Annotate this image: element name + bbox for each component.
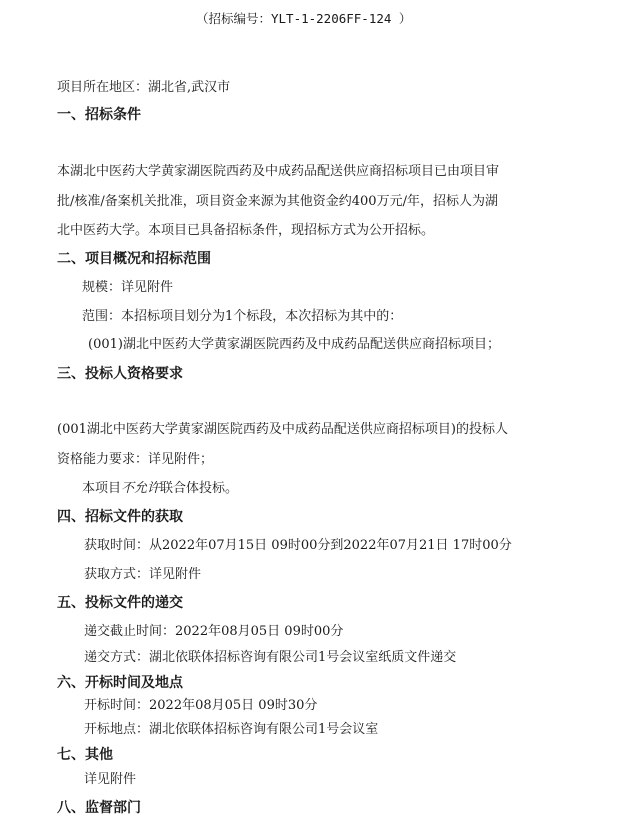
- project-region: 项目所在地区：湖北省,武汉市: [57, 80, 231, 95]
- project-scale: 规模：详见附件: [82, 280, 174, 295]
- section-heading-submit-documents: 五、投标文件的递交: [57, 595, 183, 611]
- consortium-not-allowed: 不允许: [121, 481, 161, 496]
- opening-place: 开标地点：湖北依联体招标咨询有限公司1号会议室: [84, 722, 379, 737]
- paragraph-line: 北中医药大学。本项目已具备招标条件，现招标方式为公开招标。: [57, 223, 435, 238]
- section-heading-bidder-qualifications: 三、投标人资格要求: [57, 366, 183, 382]
- section-heading-obtain-documents: 四、招标文件的获取: [57, 509, 183, 525]
- section-heading-opening: 六、开标时间及地点: [57, 675, 183, 691]
- consortium-statement: [82, 480, 238, 498]
- qualification-line: 资格能力要求：详见附件；: [57, 452, 214, 467]
- bid-number: （招标编号：YLT-1-2206FF-124 ）: [196, 11, 412, 26]
- submission-deadline: 递交截止时间：2022年08月05日 09时00分: [84, 624, 344, 639]
- project-scope: 范围：本招标项目划分为1个标段，本次招标为其中的：: [82, 309, 403, 324]
- section-heading-other: 七、其他: [57, 747, 113, 763]
- paragraph-line: 批/核准/备案机关批准，项目资金来源为其他资金约400万元/年，招标人为湖: [57, 194, 498, 209]
- obtain-method: 获取方式：详见附件: [84, 567, 202, 582]
- consortium-prefix: 本项目: [82, 481, 122, 496]
- consortium-suffix: 联合体投标。: [160, 481, 239, 496]
- section-heading-bidding-conditions: 一、招标条件: [57, 107, 141, 123]
- qualification-line: (001湖北中医药大学黄家湖医院西药及中成药品配送供应商招标项目)的投标人: [57, 422, 508, 437]
- other-content: 详见附件: [84, 772, 137, 787]
- section-heading-project-overview: 二、项目概况和招标范围: [57, 251, 211, 267]
- paragraph-line: 本湖北中医药大学黄家湖医院西药及中成药品配送供应商招标项目已由项目审: [57, 164, 500, 179]
- section-heading-supervision: 八、监督部门: [57, 800, 141, 816]
- opening-time: 开标时间：2022年08月05日 09时30分: [84, 698, 318, 713]
- submission-method: 递交方式：湖北依联体招标咨询有限公司1号会议室纸质文件递交: [84, 650, 457, 665]
- lot-item: (001)湖北中医药大学黄家湖医院西药及中成药品配送供应商招标项目；: [88, 337, 500, 352]
- obtain-time: 获取时间：从2022年07月15日 09时00分到2022年07月21日 17时00分: [84, 538, 512, 553]
